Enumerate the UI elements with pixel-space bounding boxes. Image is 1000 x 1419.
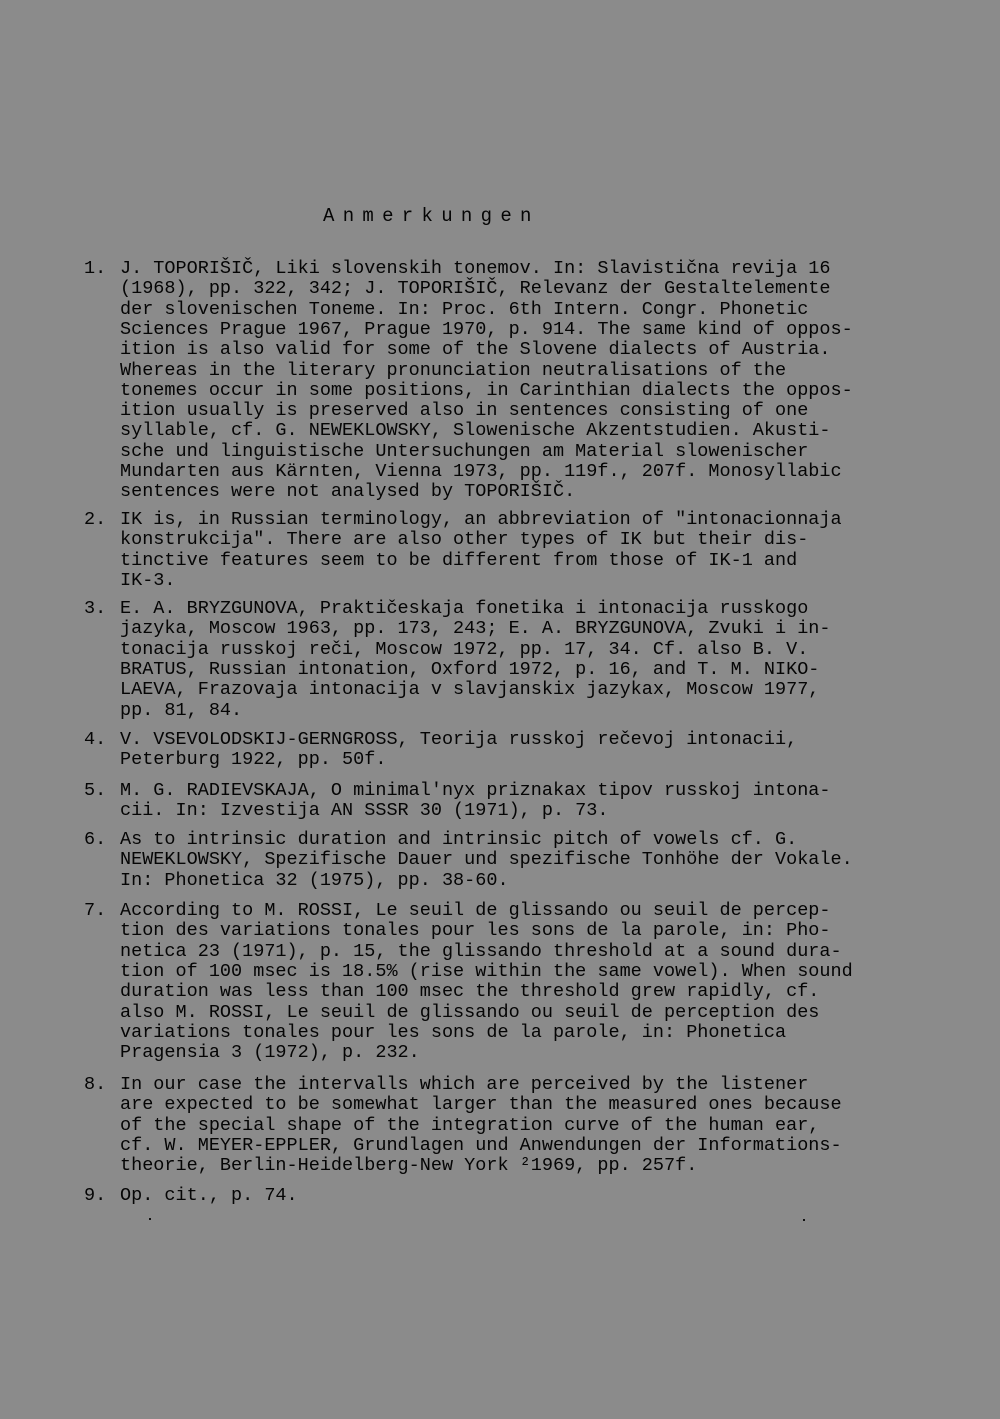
stray-mark xyxy=(803,1219,805,1221)
note-line: IK is, in Russian terminology, an abbreviation of "intonacionnaja xyxy=(120,509,842,530)
note-line: of the special shape of the integration curve of the human ear, xyxy=(120,1114,820,1136)
note-number: 9. xyxy=(84,1185,107,1206)
note-line: variations tonales pour les sons de la parole, in: Phonetica xyxy=(120,1021,787,1043)
note-line: jazyka, Moscow 1963, pp. 173, 243; E. A. BRYZGUNOVA, Zvuki i in- xyxy=(120,618,831,640)
note-line: NEWEKLOWSKY, Spezifische Dauer und spezifische Tonhöhe der Vokale. xyxy=(120,849,853,871)
note-number: 2. xyxy=(84,509,107,530)
note-line: duration was less than 100 msec the threshold grew rapidly, cf. xyxy=(120,981,820,1003)
note-number: 8. xyxy=(84,1074,107,1095)
note-line: V. VSEVOLODSKIJ-GERNGROSS, Teorija russkoj rečevoj intonacii, xyxy=(120,729,798,750)
note-line: In: Phonetica 32 (1975), pp. 38-60. xyxy=(120,869,509,891)
note-line: As to intrinsic duration and intrinsic pitch of vowels cf. G. xyxy=(120,829,798,850)
note-line: Whereas in the literary pronunciation neutralisations of the xyxy=(120,359,787,381)
note-line: tion of 100 msec is 18.5% (rise within the same vowel). When sound xyxy=(120,960,853,982)
note-line: ition usually is preserved also in sentences consisting of one xyxy=(120,400,809,422)
note-number: 3. xyxy=(84,598,107,619)
note-line: tion des variations tonales pour les sons de la parole, in: Pho- xyxy=(120,920,831,942)
note-line: cf. W. MEYER-EPPLER, Grundlagen und Anwendungen der Informations- xyxy=(120,1134,842,1156)
note-line: konstrukcija". There are also other types of IK but their dis- xyxy=(120,529,809,551)
note-line: sentences were not analysed by TOPORIŠIČ. xyxy=(120,481,576,503)
note-line: Op. cit., p. 74. xyxy=(120,1185,298,1206)
note-number: 1. xyxy=(84,258,107,279)
note-line: sche und linguistische Untersuchungen am Material slowenischer xyxy=(120,440,809,462)
note-line: Mundarten aus Kärnten, Vienna 1973, pp. 119f., 207f. Monosyllabic xyxy=(120,461,842,482)
note-line: also M. ROSSI, Le seuil de glissando ou seuil de perception des xyxy=(120,1001,820,1023)
note-line: Pragensia 3 (1972), p. 232. xyxy=(120,1042,420,1064)
note-line: BRATUS, Russian intonation, Oxford 1972, p. 16, and T. M. NIKO- xyxy=(120,658,820,680)
note-number: 6. xyxy=(84,829,107,850)
note-line: Sciences Prague 1967, Prague 1970, p. 914. The same kind of oppos- xyxy=(120,318,853,340)
note-line: cii. In: Izvestija AN SSSR 30 (1971), p. 73. xyxy=(120,800,609,822)
note-line: syllable, cf. G. NEWEKLOWSKY, Slowenische Akzentstudien. Akusti- xyxy=(120,420,831,442)
note-line: netica 23 (1971), p. 15, the glissando threshold at a sound dura- xyxy=(120,940,842,962)
note-number: 4. xyxy=(84,729,107,750)
note-line: ition is also valid for some of the Slovene dialects of Austria. xyxy=(120,339,831,361)
stray-mark xyxy=(149,1218,151,1220)
note-line: IK-3. xyxy=(120,569,176,591)
note-line: pp. 81, 84. xyxy=(120,699,243,721)
note-line: According to M. ROSSI, Le seuil de glissando ou seuil de percep- xyxy=(120,900,831,921)
note-line: M. G. RADIEVSKAJA, O minimal'nyx priznakax tipov russkoj intona- xyxy=(120,780,831,801)
note-line: (1968), pp. 322, 342; J. TOPORIŠIČ, Relevanz der Gestaltelemente xyxy=(120,278,831,300)
note-line: theorie, Berlin-Heidelberg-New York ²1969, pp. 257f. xyxy=(120,1155,698,1177)
note-number: 5. xyxy=(84,780,107,801)
note-line: are expected to be somewhat larger than the measured ones because xyxy=(120,1094,842,1116)
note-line: tonacija russkoj reči, Moscow 1972, pp. 17, 34. Cf. also B. V. xyxy=(120,638,809,660)
note-number: 7. xyxy=(84,900,107,921)
note-line: LAEVA, Frazovaja intonacija v slavjanskix jazykax, Moscow 1977, xyxy=(120,679,820,701)
note-line: tonemes occur in some positions, in Carinthian dialects the oppos- xyxy=(120,379,853,401)
note-line: E. A. BRYZGUNOVA, Praktičeskaja fonetika i intonacija russkogo xyxy=(120,598,809,619)
note-line: der slovenischen Toneme. In: Proc. 6th Intern. Congr. Phonetic xyxy=(120,298,809,320)
note-line: In our case the intervalls which are perceived by the listener xyxy=(120,1074,809,1095)
page-title: Anmerkungen xyxy=(323,205,540,227)
note-line: tinctive features seem to be different from those of IK-1 and xyxy=(120,549,798,571)
note-line: J. TOPORIŠIČ, Liki slovenskih tonemov. In: Slavistična revija 16 xyxy=(120,258,831,279)
note-line: Peterburg 1922, pp. 50f. xyxy=(120,749,387,771)
